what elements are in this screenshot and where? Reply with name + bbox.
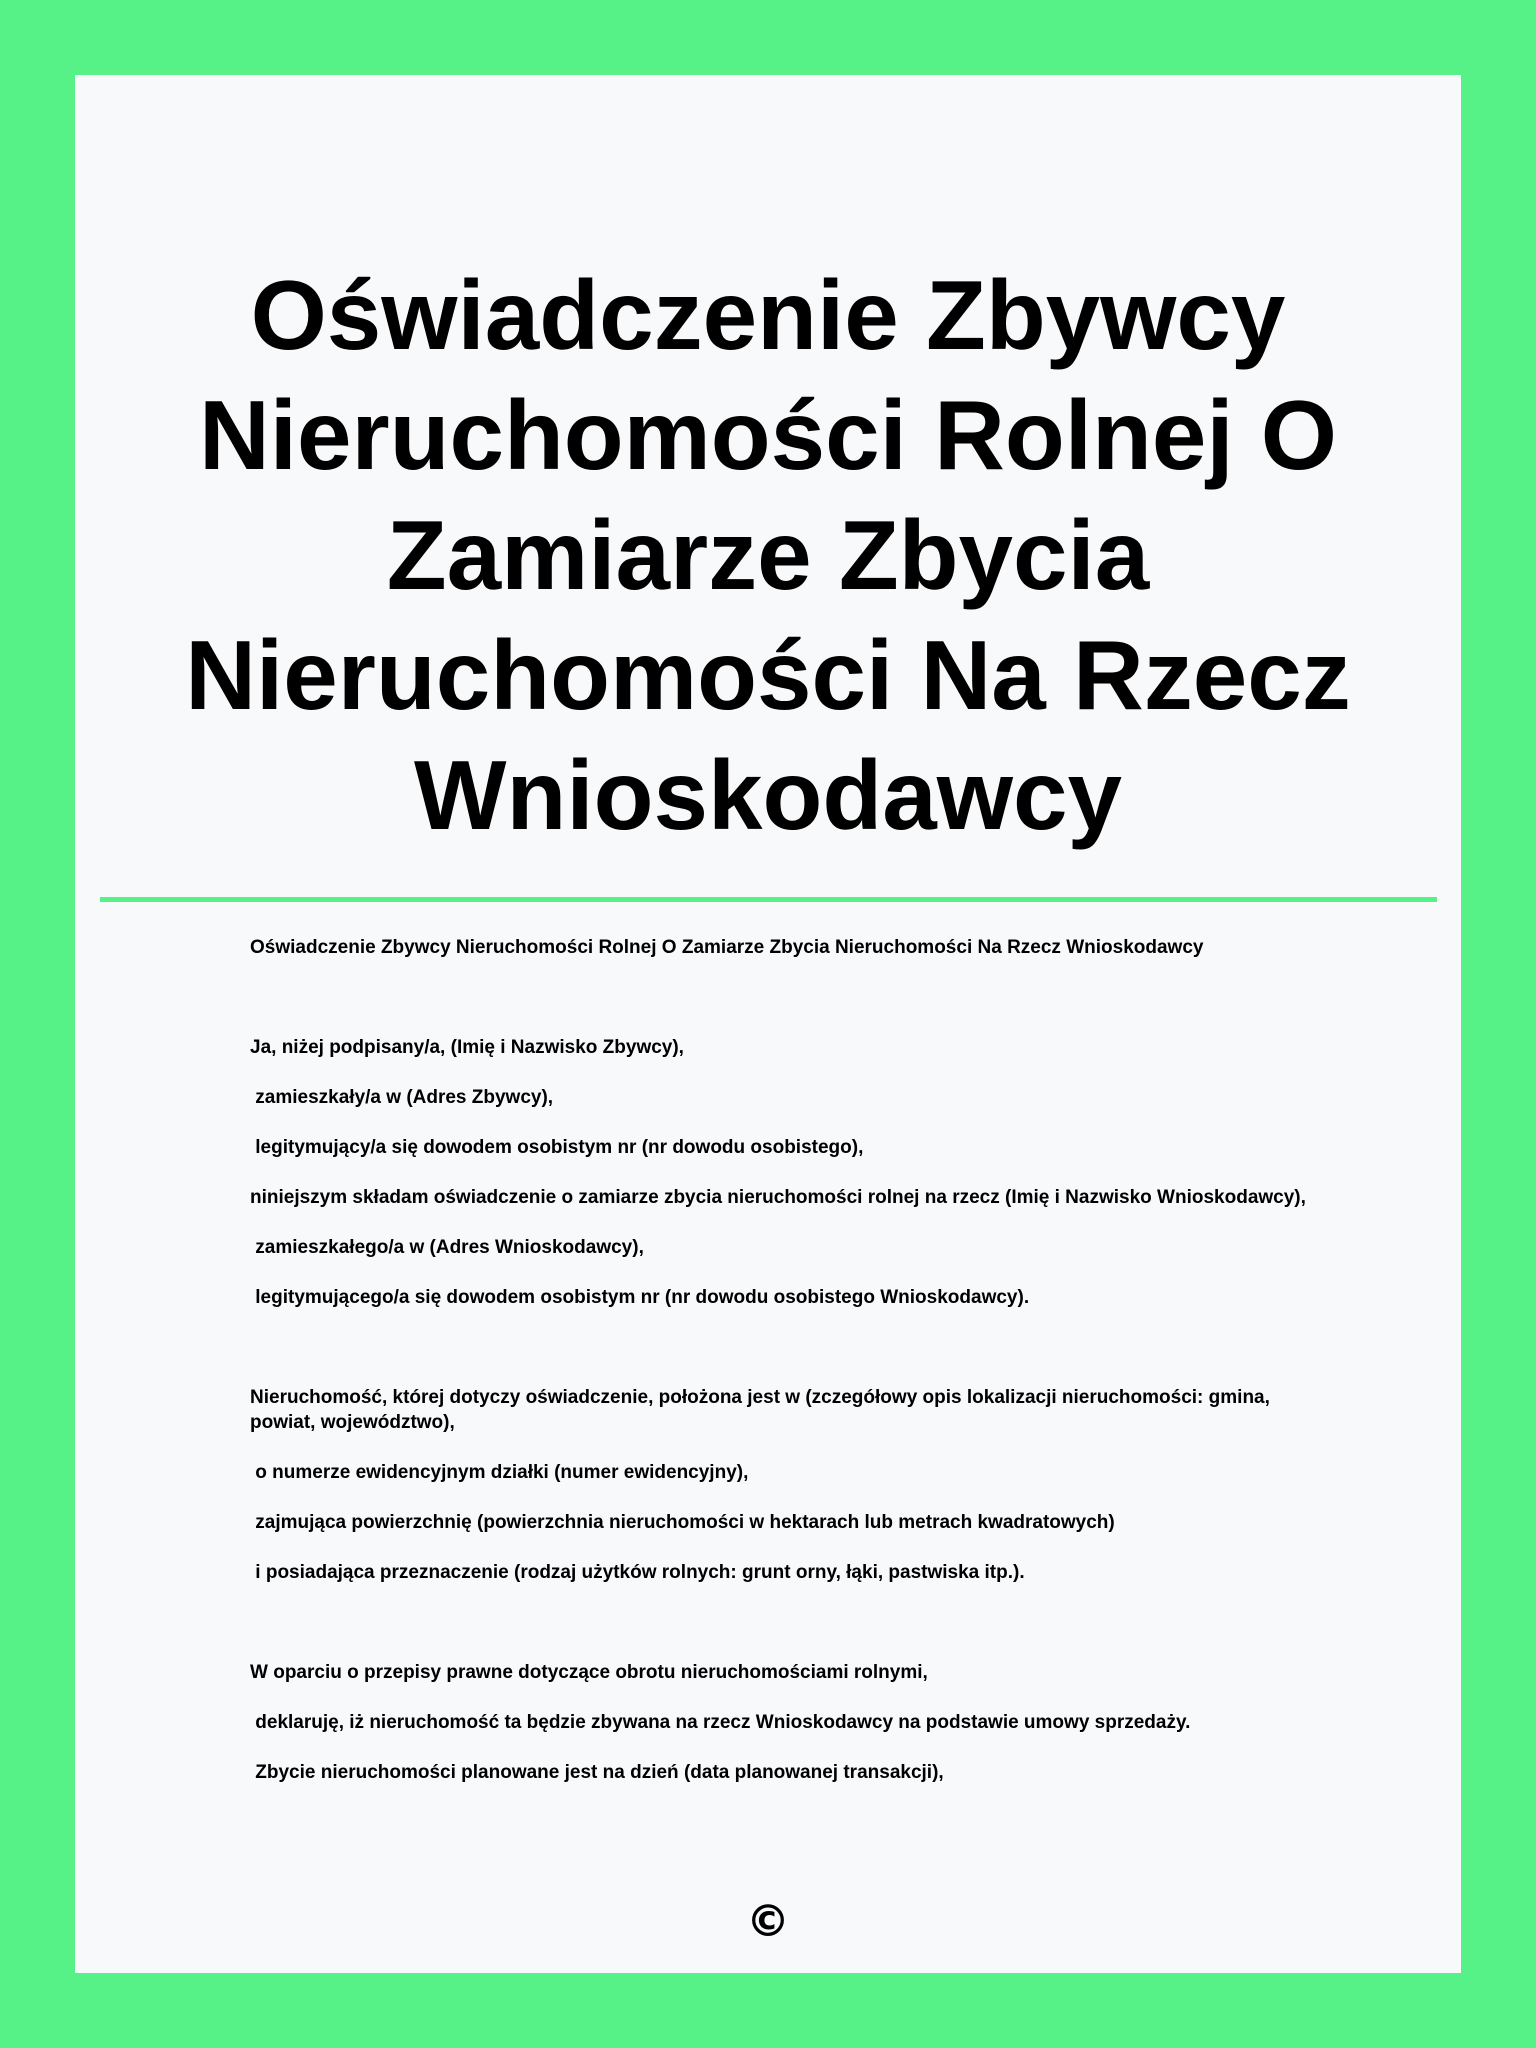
title-divider — [100, 897, 1437, 902]
document-heading: Oświadczenie Zbywcy Nieruchomości Rolnej O Zamiarze Zbycia Nieruchomości Na Rzecz Wnioskodawcy — [250, 937, 1204, 958]
copyright-icon: © — [746, 1896, 790, 1947]
paragraph: W oparciu o przepisy prawne dotyczące obrotu nieruchomościami rolnymi, — [250, 1662, 928, 1683]
paragraph: Zbycie nieruchomości planowane jest na dzień (data planowanej transakcji), — [250, 1762, 944, 1783]
document-title: Oświadczenie Zbywcy Nieruchomości Rolnej O Zamiarze Zbycia Nieruchomości Na Rzecz Wnioskodawcy — [185, 260, 1351, 850]
paragraph: legitymującego/a się dowodem osobistym nr (nr dowodu osobistego Wnioskodawcy). — [250, 1287, 1030, 1308]
document-body — [250, 935, 1310, 1785]
paragraph: deklaruję, iż nieruchomość ta będzie zbywana na rzecz Wnioskodawcy na podstawie umowy sprzedaży. — [250, 1712, 1191, 1733]
paragraph: Nieruchomość, której dotyczy oświadczenie, położona jest w (zczegółowy opis lokalizacji nieruchomości: gmina, powiat, województwo), — [250, 1387, 1276, 1433]
paragraph: Ja, niżej podpisany/a, (Imię i Nazwisko Zbywcy), — [250, 1037, 684, 1058]
paragraph: niniejszym składam oświadczenie o zamiarze zbycia nieruchomości rolnej na rzecz (Imię i Nazwisko Wnioskodawcy), — [250, 1187, 1306, 1208]
paragraph: o numerze ewidencyjnym działki (numer ewidencyjny), — [250, 1462, 749, 1483]
paragraph: zamieszkałego/a w (Adres Wnioskodawcy), — [250, 1237, 644, 1258]
paragraph: i posiadająca przeznaczenie (rodzaj użytków rolnych: grunt orny, łąki, pastwiska itp.). — [250, 1562, 1025, 1583]
document-page — [75, 75, 1461, 1973]
paragraph: zamieszkały/a w (Adres Zbywcy), — [250, 1087, 554, 1108]
paragraph: zajmująca powierzchnię (powierzchnia nieruchomości w hektarach lub metrach kwadratowych) — [250, 1512, 1115, 1533]
paragraph: legitymujący/a się dowodem osobistym nr (nr dowodu osobistego), — [250, 1137, 864, 1158]
